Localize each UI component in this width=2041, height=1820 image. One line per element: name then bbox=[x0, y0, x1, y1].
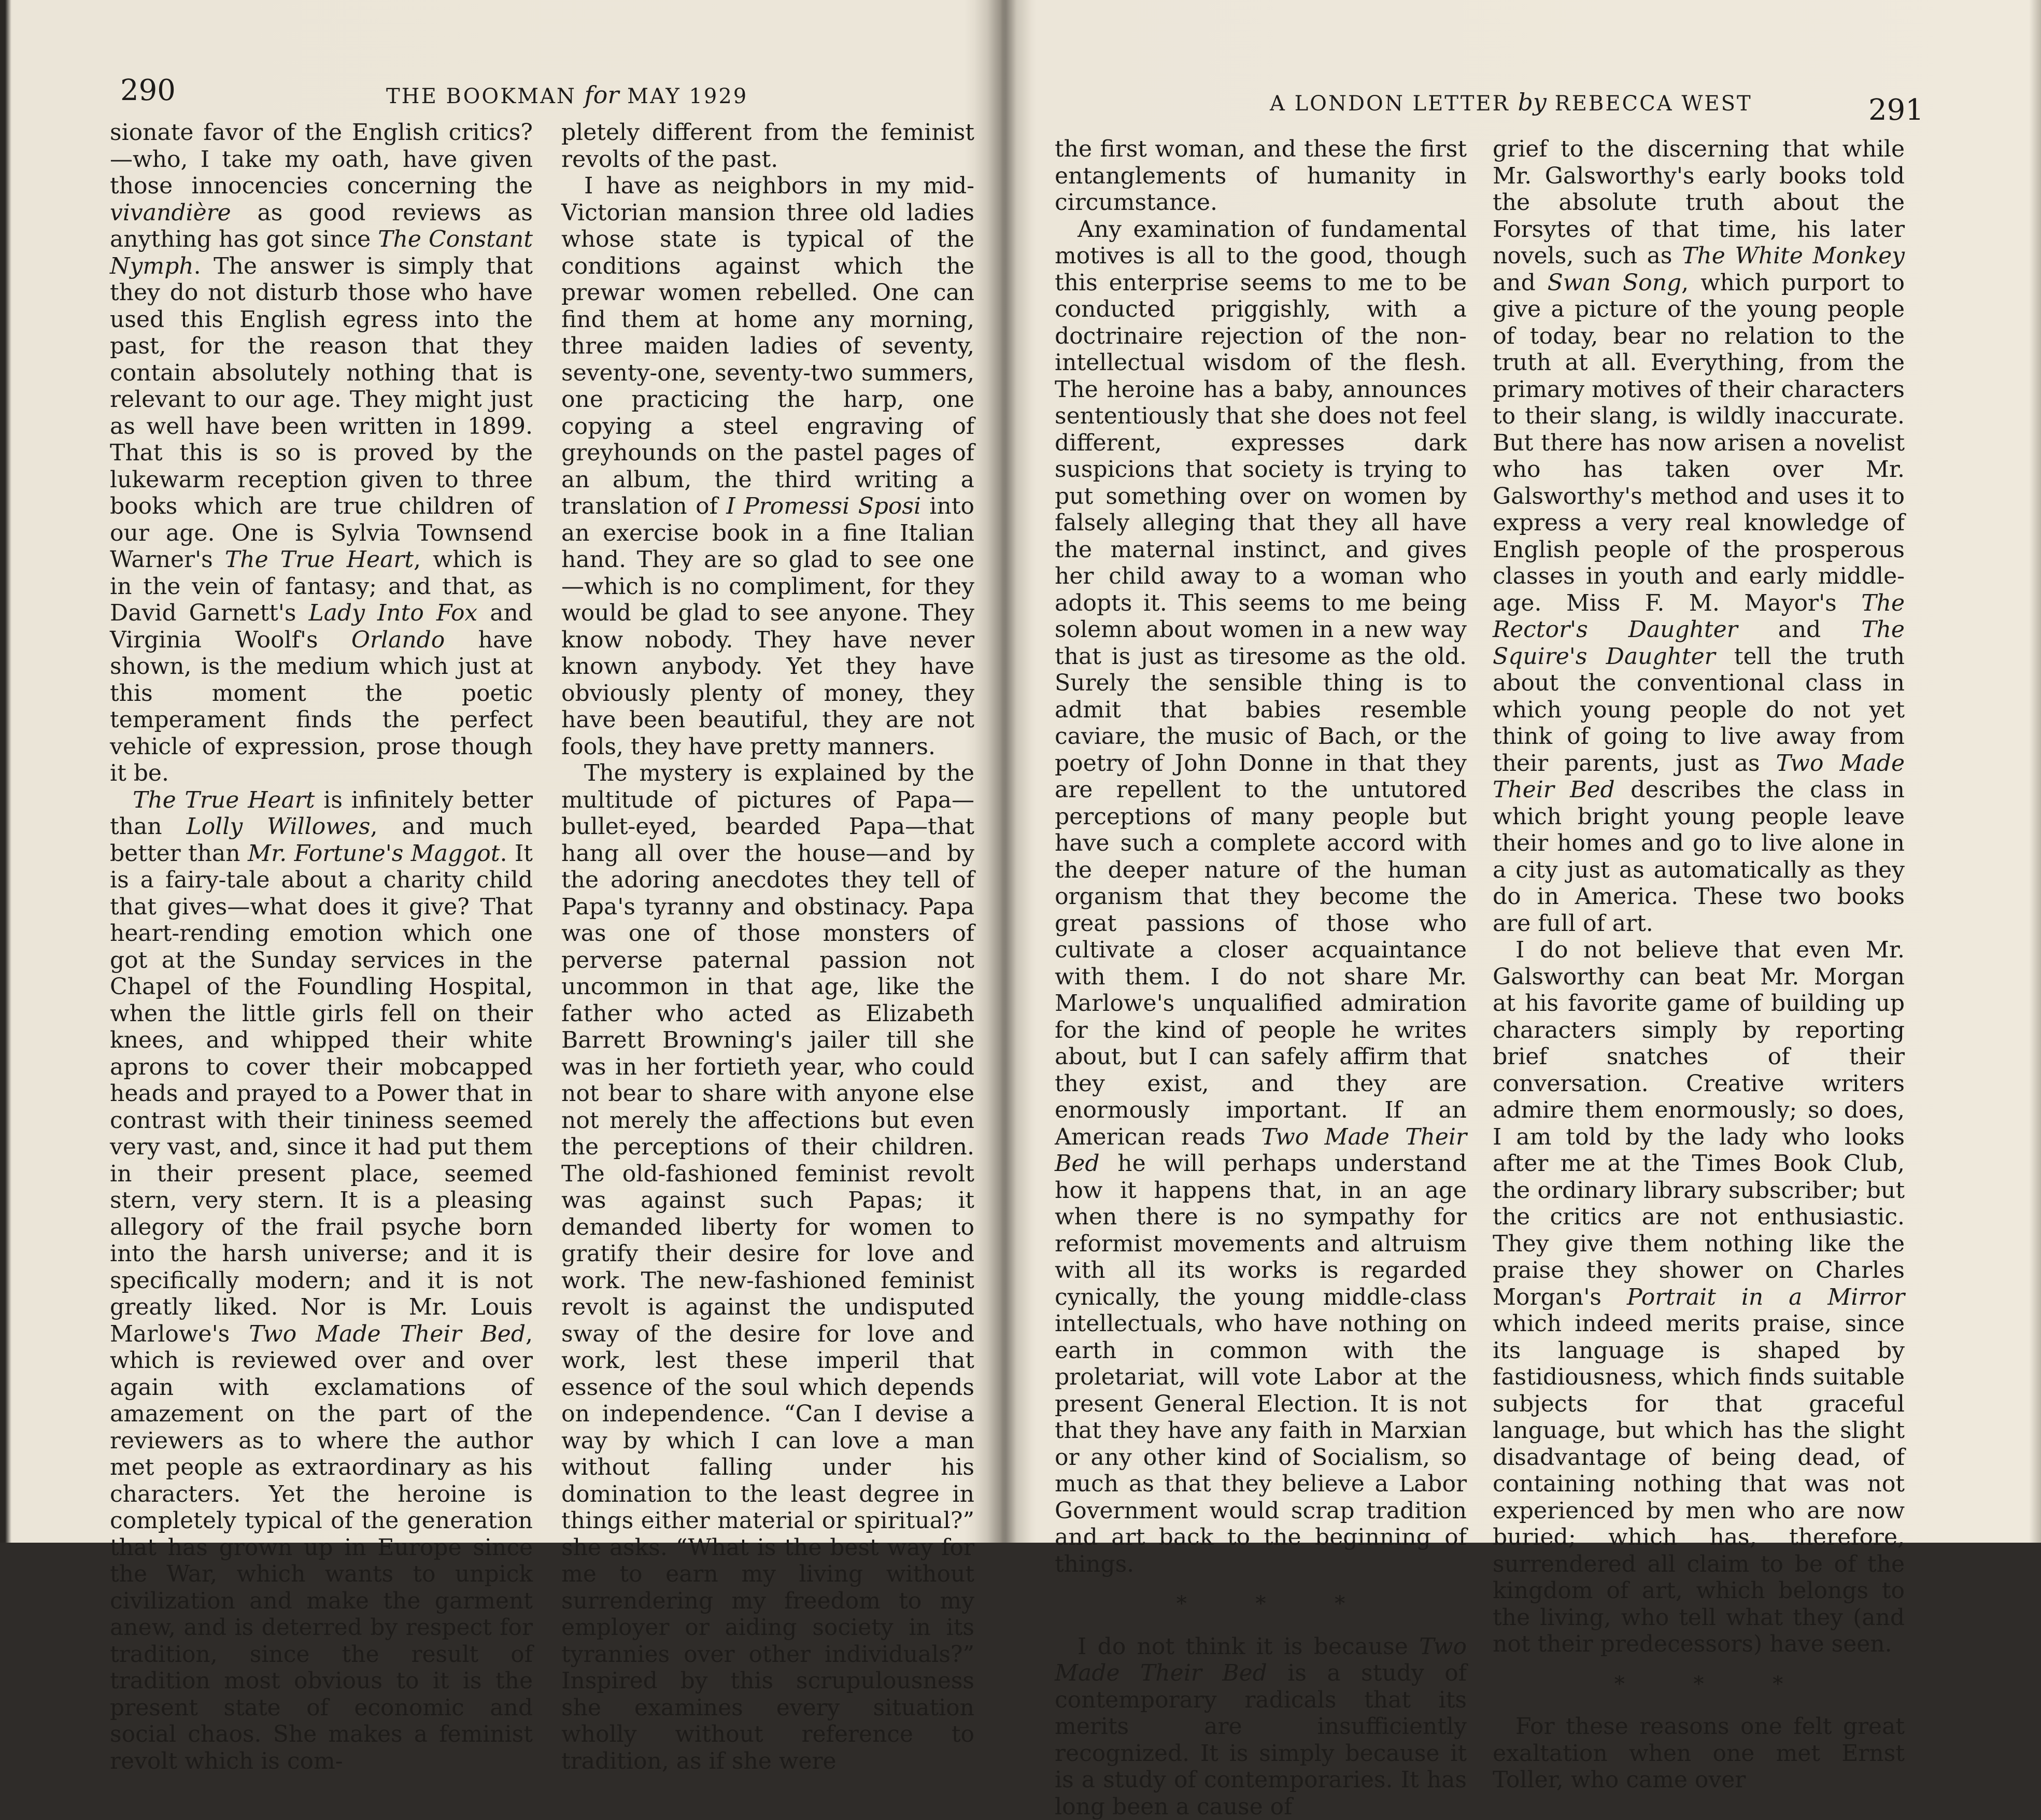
paragraph: I do not believe that even Mr. Galsworthy can beat Mr. Morgan at his favorite game of building up characters simply by reporting brief snatches of their conversation. Creative writers admire them enormously; so does, I am told by the lady who looks after me at the Times Book Club, the ordinary library subscriber; but the critics are not enthusiastic. They give them nothing like the praise they shower on Charles Morgan's Portrait in a Mirror which indeed merits praise, since its language is shaped by fastidiousness, which finds suitable subjects for that graceful language, but which has the slight disadvantage of being dead, of containing nothing that was not experienced by men who are now buried; which has, therefore, surrendered all claim to be of the kingdom of art, which belongs to the living, who tell what they (and not their predecessors) have seen. bbox=[1493, 937, 1905, 1658]
left-column-2 bbox=[561, 119, 974, 1774]
running-head-title: THE BOOKMAN bbox=[386, 84, 576, 108]
running-head-author: REBECCA WEST bbox=[1555, 92, 1752, 116]
running-head-connector: by bbox=[1518, 88, 1546, 116]
paragraph: pletely different from the feminist revolts of the past. bbox=[561, 119, 974, 173]
paragraph: I do not think it is because Two Made Their Bed is a study of contemporary radicals that its merits are insufficiently recognized. It is simply because it is a study of contemporaries. It has long been a cause of bbox=[1055, 1633, 1467, 1820]
paragraph: sionate favor of the English critics?—who, I take my oath, have given those innocencies concerning the vivandière as good reviews as anything has got since The Constant Nymph. The answer is simply that they do not disturb those who have used this English egress into the past, for the reason that they contain absolutely nothing that is relevant to our age. They might just as well have been written in 1899. That this is so is proved by the lukewarm reception given to three books which are true children of our age. One is Sylvia Townsend Warner's The True Heart, which is in the vein of fantasy; and that, as David Garnett's Lady Into Fox and Virginia Woolf's Orlando have shown, is the medium which just at this moment the poetic temperament finds the perfect vehicle of expression, prose though it be. bbox=[110, 119, 533, 787]
section-break: * * * bbox=[1524, 1671, 1905, 1698]
page-number: 290 bbox=[120, 74, 176, 107]
paragraph: The mystery is explained by the multitude of pictures of Papa—bullet-eyed, bearded Papa—that hang all over the house—and by the adoring anecdotes they tell of Papa's tyranny and obstinacy. Papa was one of those monsters of perverse paternal passion not uncommon in that age, like the father who acted as Elizabeth Barrett Browning's jailer till she was in her fortieth year, who could not bear to share with anyone else not merely the affections but even the perceptions of their children. The old-fashioned feminist revolt was against such Papas; it demanded liberty for women to gratify their desire for love and work. The new-fashioned feminist revolt is against the undisputed sway of the desire for love and work, lest these imperil that essence of the soul which depends on independence. “Can I devise a way by which I can love a man without falling under his domination to the least degree in things either material or spiritual?” she asks. “What is the best way for me to earn my living without surrendering my freedom to my employer or aiding society in its tyrannies over other individuals?” Inspired by this scrupulousness she examines every situation wholly without reference to tradition, as if she were bbox=[561, 760, 974, 1774]
running-head-issue: MAY 1929 bbox=[627, 84, 748, 108]
paragraph: For these reasons one felt great exaltation when one met Ernst Toller, who came over bbox=[1493, 1713, 1905, 1794]
paragraph: The True Heart is infinitely better than Lolly Willowes, and much better than Mr. Fortune's Maggot. It is a fairy-tale about a charity child that gives—what does it give? That heart-rending emotion which one got at the Sunday services in the Chapel of the Foundling Hospital, when the little girls fell on their knees, and whipped their white aprons to cover their mobcapped heads and prayed to a Power that in contrast with their tininess seemed very vast, and, since it had put them in their present place, seemed stern, very stern. It is a pleasing allegory of the frail psyche born into the harsh universe; and it is specifically modern; and it is not greatly liked. Nor is Mr. Louis Marlowe's Two Made Their Bed, which is reviewed over and over again with exclamations of amazement on the part of the reviewers as to where the author met people as extraordinary as his characters. Yet the heroine is completely typical of the generation that has grown up in Europe since the War, which wants to unpick civilization and make the garment anew, and is deterred by respect for tradition, since the result of tradition most obvious to it is the present state of economic and social chaos. She makes a feminist revolt which is com- bbox=[110, 787, 533, 1775]
left-column-1 bbox=[110, 119, 533, 1774]
right-column-1-lower bbox=[1055, 1633, 1467, 1820]
running-head-connector: for bbox=[585, 81, 619, 109]
paragraph: I have as neighbors in my mid-Victorian mansion three old ladies whose state is typical of the conditions against which the prewar women rebelled. One can find them at home any morning, three maiden ladies of seventy, seventy-one, seventy-two summers, one practicing the harp, one copying a steel engraving of greyhounds on the pastel pages of an album, the third writing a translation of I Promessi Sposi into an exercise book in a fine Italian hand. They are so glad to see one —which is no compliment, for they would be glad to see anyone. They know nobody. They have never known anybody. Yet they have obviously plenty of money, they have been beautiful, they are not fools, they have pretty manners. bbox=[561, 173, 974, 760]
running-head bbox=[386, 81, 748, 109]
right-column-2-upper bbox=[1493, 136, 1905, 1658]
right-column-1-upper bbox=[1055, 136, 1467, 1577]
section-break: * * * bbox=[1086, 1591, 1467, 1618]
page-number: 291 bbox=[1868, 93, 1924, 127]
right-column-1 bbox=[1055, 136, 1467, 1820]
right-page bbox=[1003, 0, 2041, 1543]
paragraph: grief to the discerning that while Mr. Galsworthy's early books told the absolute truth about the Forsytes of that time, his later novels, such as The White Monkey and Swan Song, which purport to give a picture of the young people of today, bear no relation to the truth at all. Everything, from the primary motives of their characters to their slang, is wildly inaccurate. But there has now arisen a novelist who has taken over Mr. Galsworthy's method and uses it to express a very real knowledge of English people of the prosperous classes in youth and early middle-age. Miss F. M. Mayor's The Rector's Daughter and The Squire's Daughter tell the truth about the conventional class in which young people do not yet think of going to live away from their parents, just as Two Made Their Bed describes the class in which bright young people leave their homes and go to live alone in a city just as automatically as they do in America. These two books are full of art. bbox=[1493, 136, 1905, 937]
paragraph: the first woman, and these the first entanglements of humanity in circumstance. bbox=[1055, 136, 1467, 216]
paragraph: Any examination of fundamental motives is all to the good, though this enterprise seems to me to be conducted priggishly, with a doctrinaire rejection of the non-intellectual wisdom of the flesh. The heroine has a baby, announces sententiously that she does not feel different, expresses dark suspicions that society is trying to put something over on women by falsely alleging that they all have the maternal instinct, and gives her child away to a woman who adopts it. This seems to me being solemn about women in a new way that is just as tiresome as the old. Surely the sensible thing is to admit that babies resemble caviare, the music of Bach, or the poetry of John Donne in that they are repellent to the untutored perceptions of many people but have such a complete accord with the deeper nature of the human organism that they become the great passions of those who cultivate a closer acquaintance with them. I do not share Mr. Marlowe's unqualified admiration for the kind of people he writes about, but I can safely affirm that they exist, and they are enormously important. If an American reads Two Made Their Bed he will perhaps understand how it happens that, in an age when there is no sympathy for reformist movements and altruism with all its works is regarded cynically, the young middle-class intellectuals, who have nothing on earth in common with the proletariat, will vote Labor at the present General Election. It is not that they have any faith in Marxian or any other kind of Socialism, so much as that they believe a Labor Government would scrap tradition and art back to the beginning of things. bbox=[1055, 216, 1467, 1578]
right-column-2-lower bbox=[1493, 1713, 1905, 1794]
running-head-title: A LONDON LETTER bbox=[1270, 92, 1510, 116]
running-head bbox=[1270, 88, 1752, 116]
left-page bbox=[0, 0, 1003, 1543]
right-column-2 bbox=[1493, 136, 1905, 1794]
